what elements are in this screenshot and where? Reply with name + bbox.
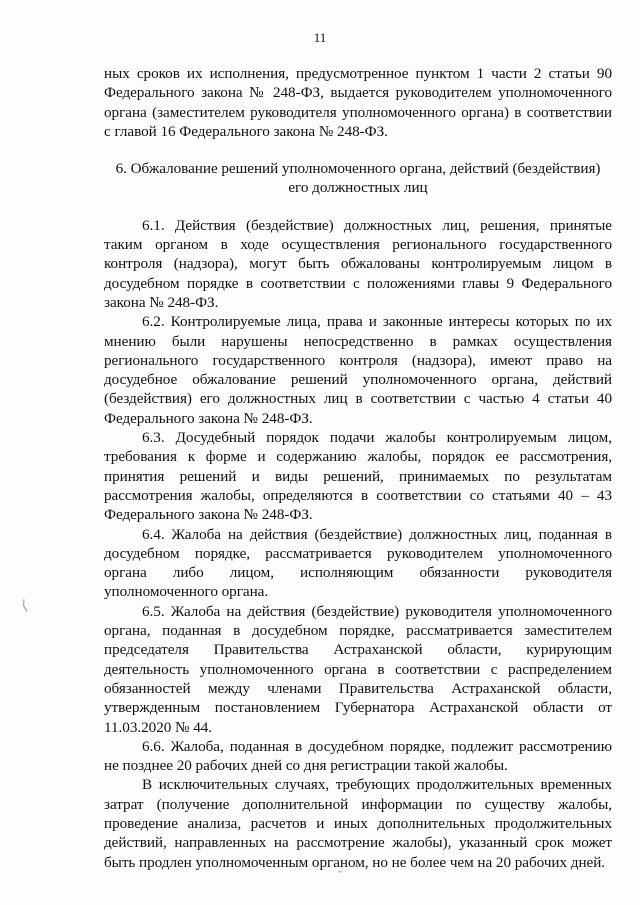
bottom-scan-mark: ˇ xyxy=(338,868,342,882)
section-heading-line-1: 6. Обжалование решений уполномоченного органа, действий (бездействия) xyxy=(115,160,601,178)
paragraph-exceptional-cases: В исключительных случаях, требующих продолжительных временных затрат (получение дополнительной информации по существу жалобы, проведение анализа, расчетов и иных дополнительных продолжительных действий, направленных на рассмотрение жалобы), указанный срок может быть продлен уполномоченным органом, но не более чем на 20 рабочих дней. xyxy=(104,776,612,871)
paragraph-6-3: 6.3. Досудебный порядок подачи жалобы контролируемым лицом, требования к форме и содержанию жалобы, порядок ее рассмотрения, принятия решений и виды решений, принимаемых по результатам рассмотрения жалобы, определяются в соответствии со статьями 40 – 43 Федерального закона № 248-ФЗ. xyxy=(104,429,612,524)
paragraph-6-1: 6.1. Действия (бездействие) должностных лиц, решения, принятые таким органом в ходе осуществления регионального государственного контроля (надзора), могут быть обжалованы контролируемым лицом в досудебном порядке в соответствии с положениями главы 9 Федерального закона № 248-ФЗ. xyxy=(104,216,612,311)
paragraph-6-4: 6.4. Жалоба на действия (бездействие) должностных лиц, поданная в досудебном порядке, рассматривается руководителем уполномоченного органа либо лицом, исполняющим обязанности руководителя уполномоченного органа. xyxy=(104,525,612,601)
margin-scan-mark: ⟨ xyxy=(20,598,30,615)
section-heading xyxy=(104,159,612,198)
continuation-paragraph: ных сроков их исполнения, предусмотренное пунктом 1 части 2 статьи 90 Федерального закона № 248-ФЗ, выдается руководителем уполномоченного органа (заместителем руководителя уполномоченного органа) в соответствии с главой 16 Федерального закона № 248-ФЗ. xyxy=(104,65,612,140)
paragraph-6-6: 6.6. Жалоба, поданная в досудебном порядке, подлежит рассмотрению не позднее 20 рабочих дней со дня регистрации такой жалобы. xyxy=(104,737,612,775)
paragraph-6-2: 6.2. Контролируемые лица, права и законные интересы которых по их мнению были нарушены непосредственно в рамках осуществления регионального государственного контроля (надзора), имеют право на досудебное обжалование решений уполномоченного органа, действий (бездействия) его должностных лиц в соответствии с частью 4 статьи 40 Федерального закона № 248-ФЗ. xyxy=(104,313,612,427)
paragraph-6-5: 6.5. Жалоба на действия (бездействие) руководителя уполномоченного органа, поданная в досудебном порядке, рассматривается заместителем председателя Правительства Астраханской области, курирующим деятельность уполномоченного органа в соответствии с распределением обязанностей между членами Правительства Астраханской области, утвержденным постановлением Губернатора Астраханской области от 11.03.2020 № 44. xyxy=(104,602,612,736)
document-body xyxy=(104,64,612,872)
section-heading-line-2: его должностных лиц xyxy=(288,179,428,197)
page-number: 11 xyxy=(313,30,327,45)
